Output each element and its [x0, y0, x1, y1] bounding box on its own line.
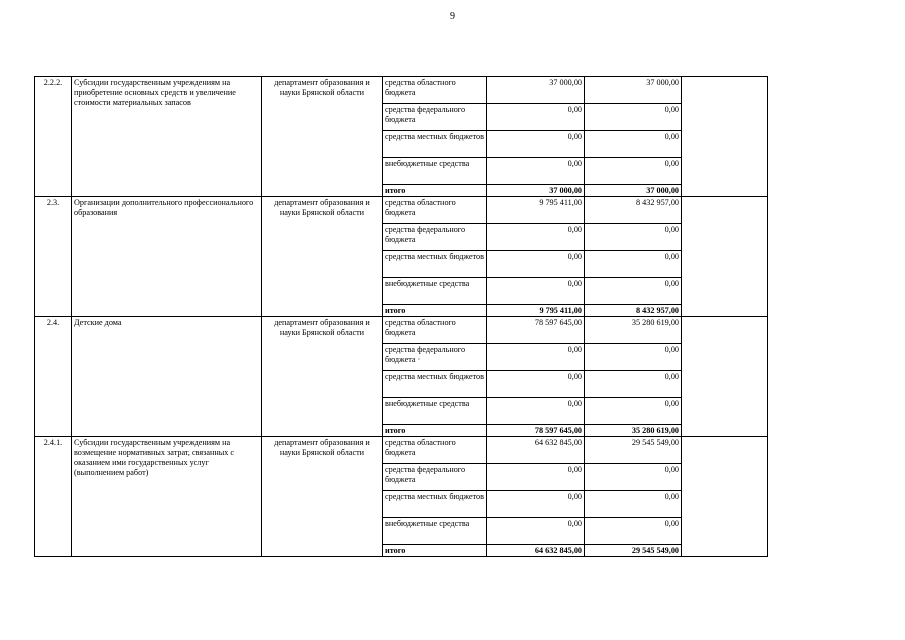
section-number: 2.2.2. [35, 77, 72, 197]
amount-year-1: 9 795 411,00 [487, 305, 585, 317]
funding-source: средства местных бюджетов [383, 251, 487, 278]
amount-year-2: 29 545 549,00 [585, 437, 682, 464]
funding-source: средства областного бюджета [383, 437, 487, 464]
total-label: итого [383, 545, 487, 557]
amount-year-2: 0,00 [585, 278, 682, 305]
table-row [35, 437, 768, 464]
funding-source: средства областного бюджета [383, 197, 487, 224]
amount-year-1: 0,00 [487, 398, 585, 425]
table-row [35, 317, 768, 344]
funding-source: средства федерального бюджета · [383, 344, 487, 371]
empty-cell [682, 197, 768, 317]
amount-year-2: 0,00 [585, 224, 682, 251]
budget-table-body [35, 77, 768, 557]
amount-year-2: 37 000,00 [585, 77, 682, 104]
total-label: итого [383, 425, 487, 437]
amount-year-1: 0,00 [487, 131, 585, 158]
funding-source: внебюджетные средства [383, 518, 487, 545]
amount-year-2: 0,00 [585, 518, 682, 545]
amount-year-1: 0,00 [487, 251, 585, 278]
amount-year-1: 37 000,00 [487, 185, 585, 197]
section-executor: департамент образования и науки Брянской области [262, 437, 383, 557]
amount-year-1: 78 597 645,00 [487, 317, 585, 344]
funding-source: внебюджетные средства [383, 158, 487, 185]
amount-year-2: 35 280 619,00 [585, 425, 682, 437]
amount-year-2: 0,00 [585, 491, 682, 518]
funding-source: средства местных бюджетов [383, 491, 487, 518]
amount-year-1: 64 632 845,00 [487, 545, 585, 557]
budget-table [34, 76, 768, 557]
section-executor: департамент образования и науки Брянской области [262, 77, 383, 197]
empty-cell [682, 437, 768, 557]
amount-year-2: 0,00 [585, 398, 682, 425]
section-number: 2.4.1. [35, 437, 72, 557]
amount-year-1: 0,00 [487, 344, 585, 371]
amount-year-2: 0,00 [585, 104, 682, 131]
page-number: 9 [450, 11, 455, 22]
amount-year-2: 37 000,00 [585, 185, 682, 197]
total-label: итого [383, 305, 487, 317]
amount-year-2: 0,00 [585, 131, 682, 158]
section-number: 2.3. [35, 197, 72, 317]
amount-year-2: 29 545 549,00 [585, 545, 682, 557]
section-executor: департамент образования и науки Брянской области [262, 197, 383, 317]
amount-year-2: 35 280 619,00 [585, 317, 682, 344]
empty-cell [682, 317, 768, 437]
amount-year-1: 0,00 [487, 464, 585, 491]
amount-year-1: 0,00 [487, 491, 585, 518]
funding-source: средства местных бюджетов [383, 131, 487, 158]
amount-year-2: 0,00 [585, 464, 682, 491]
amount-year-1: 0,00 [487, 278, 585, 305]
section-name: Организации дополнительного профессионального образования [72, 197, 262, 317]
amount-year-2: 8 432 957,00 [585, 197, 682, 224]
amount-year-1: 64 632 845,00 [487, 437, 585, 464]
amount-year-2: 0,00 [585, 371, 682, 398]
section-name: Детские дома [72, 317, 262, 437]
amount-year-1: 0,00 [487, 104, 585, 131]
amount-year-1: 0,00 [487, 518, 585, 545]
funding-source: внебюджетные средства [383, 398, 487, 425]
section-name: Субсидии государственным учреждениям на приобретение основных средств и увеличение стоимости материальных запасов [72, 77, 262, 197]
amount-year-1: 0,00 [487, 224, 585, 251]
amount-year-2: 0,00 [585, 251, 682, 278]
section-name: Субсидии государственным учреждениям на возмещение нормативных затрат, связанных с оказанием ими государственных услуг (выполнением работ) [72, 437, 262, 557]
amount-year-1: 78 597 645,00 [487, 425, 585, 437]
amount-year-1: 9 795 411,00 [487, 197, 585, 224]
section-executor: департамент образования и науки Брянской области [262, 317, 383, 437]
empty-cell [682, 77, 768, 197]
funding-source: средства областного бюджета [383, 317, 487, 344]
amount-year-1: 0,00 [487, 371, 585, 398]
section-number: 2.4. [35, 317, 72, 437]
funding-source: средства областного бюджета [383, 77, 487, 104]
total-label: итого [383, 185, 487, 197]
table-row [35, 197, 768, 224]
amount-year-2: 0,00 [585, 344, 682, 371]
funding-source: средства местных бюджетов [383, 371, 487, 398]
amount-year-1: 37 000,00 [487, 77, 585, 104]
funding-source: средства федерального бюджета [383, 224, 487, 251]
funding-source: средства федерального бюджета [383, 464, 487, 491]
funding-source: внебюджетные средства [383, 278, 487, 305]
amount-year-1: 0,00 [487, 158, 585, 185]
table-row [35, 77, 768, 104]
funding-source: средства федерального бюджета [383, 104, 487, 131]
amount-year-2: 8 432 957,00 [585, 305, 682, 317]
amount-year-2: 0,00 [585, 158, 682, 185]
